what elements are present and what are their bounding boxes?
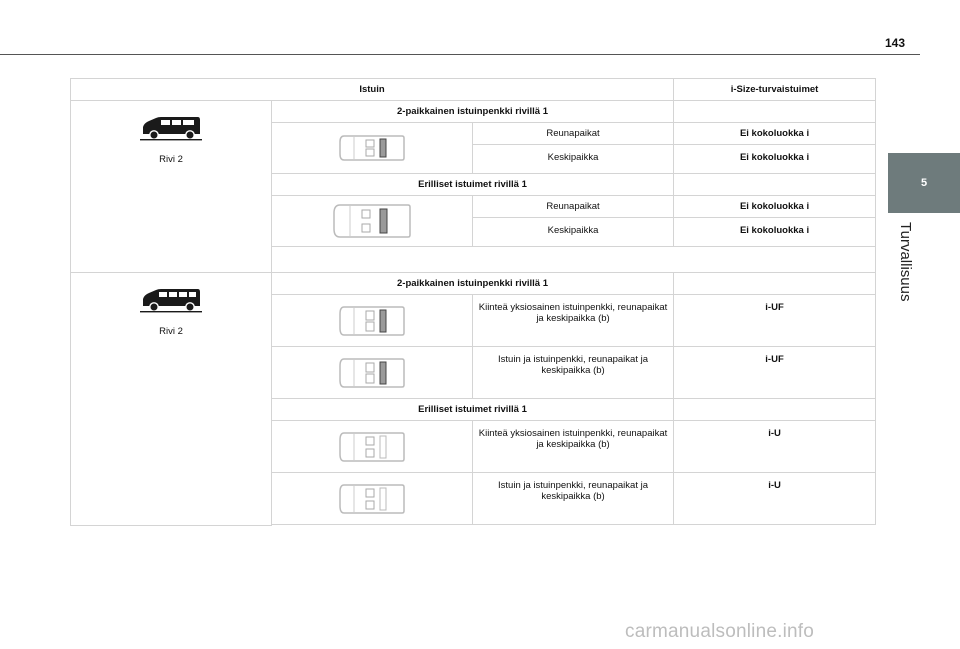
isize-value: i-UF xyxy=(674,295,876,347)
isize-value: i-U xyxy=(674,421,876,473)
isize-value: Ei kokoluokka i xyxy=(674,196,876,218)
isize-value: Ei kokoluokka i xyxy=(674,123,876,145)
vehicle-cell xyxy=(71,101,272,273)
isize-seat-table xyxy=(70,78,876,526)
separate-seats-plan-icon xyxy=(338,482,406,516)
seat-position: Istuin ja istuinpenkki, reunapaikat ja keskipaikka (b) xyxy=(473,347,674,399)
seatplan-cell xyxy=(272,421,473,473)
bench-seat-plan-icon xyxy=(338,356,406,390)
empty-cell xyxy=(674,399,876,421)
spacer-row xyxy=(272,525,876,526)
seatplan-cell xyxy=(272,473,473,525)
seatplan-cell xyxy=(272,295,473,347)
chapter-label: Turvallisuus xyxy=(897,222,914,302)
isize-value: i-U xyxy=(674,473,876,525)
seatplan-cell xyxy=(272,347,473,399)
header-seat: Istuin xyxy=(71,79,674,101)
separate-seats-plan-icon xyxy=(338,430,406,464)
section-title: Erilliset istuimet rivillä 1 xyxy=(272,399,674,421)
bench-seat-plan-icon xyxy=(338,132,406,164)
vehicle-label: Rivi 2 xyxy=(159,326,183,337)
minibus-side-icon xyxy=(140,287,202,313)
spacer-row xyxy=(272,247,876,273)
vehicle-cell xyxy=(71,273,272,526)
seat-position: Keskipaikka xyxy=(473,218,674,247)
seatplan-cell xyxy=(272,123,473,174)
seat-position: Reunapaikat xyxy=(473,123,674,145)
page-number: 143 xyxy=(884,36,906,50)
separate-seats-plan-icon xyxy=(332,201,412,241)
isize-value: Ei kokoluokka i xyxy=(674,145,876,174)
seat-position: Kiinteä yksiosainen istuinpenkki, reunapaikat ja keskipaikka (b) xyxy=(473,295,674,347)
bench-seat-plan-icon xyxy=(338,304,406,338)
van-side-icon xyxy=(140,115,202,141)
section-title: Erilliset istuimet rivillä 1 xyxy=(272,174,674,196)
seatplan-cell xyxy=(272,196,473,247)
header-rule xyxy=(0,54,920,55)
empty-cell xyxy=(674,273,876,295)
section-title: 2-paikkainen istuinpenkki rivillä 1 xyxy=(272,101,674,123)
watermark-logo: carmanualsonline.info xyxy=(625,621,815,642)
empty-cell xyxy=(674,101,876,123)
seat-position: Reunapaikat xyxy=(473,196,674,218)
header-isize: i-Size-turvaistuimet xyxy=(674,79,876,101)
isize-value: i-UF xyxy=(674,347,876,399)
seat-position: Kiinteä yksiosainen istuinpenkki, reunapaikat ja keskipaikka (b) xyxy=(473,421,674,473)
vehicle-label: Rivi 2 xyxy=(159,154,183,165)
seat-position: Istuin ja istuinpenkki, reunapaikat ja keskipaikka (b) xyxy=(473,473,674,525)
seat-position: Keskipaikka xyxy=(473,145,674,174)
section-title: 2-paikkainen istuinpenkki rivillä 1 xyxy=(272,273,674,295)
isize-value: Ei kokoluokka i xyxy=(674,218,876,247)
chapter-tab[interactable]: 5 xyxy=(888,153,960,213)
empty-cell xyxy=(674,174,876,196)
